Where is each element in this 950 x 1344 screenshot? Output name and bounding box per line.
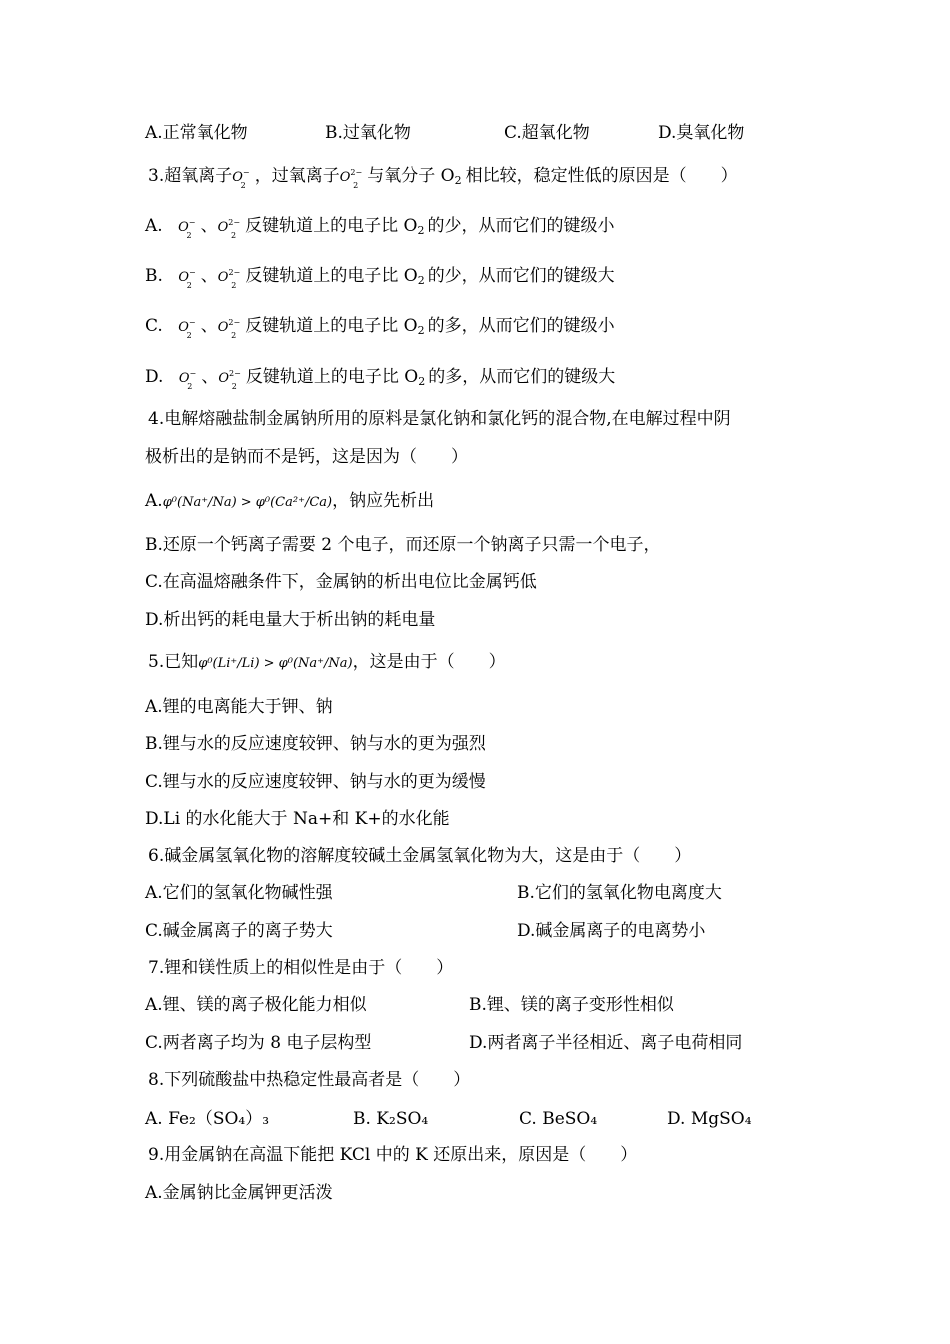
q7-option-b: B.锂、镁的离子变形性相似	[469, 995, 674, 1015]
option-letter: A.	[145, 216, 163, 236]
q3-o2-text: 与氧分子 O	[367, 166, 455, 186]
option-text: 反键轨道上的电子比 O	[245, 216, 418, 236]
q5-option-b: B.锂与水的反应速度较钾、钠与水的更为强烈	[145, 734, 486, 754]
peroxide-ion: $O^{2-}_2$	[217, 268, 241, 290]
q5-prefix: 5.已知	[148, 652, 199, 672]
q8-option-c: C. BeSO₄	[519, 1109, 598, 1129]
q8-option-d: D. MgSO₄	[667, 1109, 752, 1129]
option-letter: B.	[145, 266, 163, 286]
q3-option-c: C. $O^-_2$ 、$O^{2-}_2$ 反键轨道上的电子比 $O_2$ 的多，从而它们的键级小	[145, 316, 615, 340]
option-tail: 的多，从而它们的键级小	[427, 316, 615, 336]
option-text: 反键轨道上的电子比 O	[245, 266, 418, 286]
option-letter: C.	[145, 316, 163, 336]
q6-option-c: C.碱金属离子的离子势大	[145, 921, 333, 941]
superoxide-ion: $O^-_2$	[178, 369, 197, 391]
option-tail: 的多，从而它们的键级大	[428, 367, 616, 387]
q3-option-b: B. $O^-_2$ 、$O^{2-}_2$ 反键轨道上的电子比 $O_2$ 的少，从而它们的键级大	[145, 266, 615, 290]
q7-stem: 7.锂和镁性质上的相似性是由于（ ）	[148, 958, 454, 978]
q5-option-d: D.Li 的水化能大于 Na+和 K+的水化能	[145, 809, 450, 829]
q3-stem	[148, 165, 738, 190]
q4-stem-line1: 4.电解熔融盐制金属钠所用的原料是氯化钠和氯化钙的混合物,在电解过程中阴	[148, 409, 731, 429]
q6-option-d: D.碱金属离子的电离势小	[517, 921, 706, 941]
q3-mid: ，过氧离子	[254, 166, 340, 186]
option-tail: 的少，从而它们的键级小	[427, 216, 615, 236]
superoxide-ion: $O^-_2$	[178, 268, 196, 290]
q2-option-d: D.臭氧化物	[658, 123, 745, 143]
q4-potential-equation: φ⁰(Na⁺/Na) > φ⁰(Ca²⁺/Ca)	[162, 495, 333, 510]
q5-option-a: A.锂的电离能大于钾、钠	[145, 697, 333, 717]
option-letter: D.	[145, 367, 164, 387]
superoxide-ion: $O^-_2$	[178, 218, 196, 240]
q4-option-b: B.还原一个钙离子需要 2 个电子，而还原一个钠离子只需一个电子，	[145, 535, 661, 555]
q3-o2-sub: 2	[454, 174, 462, 187]
option-text: 反键轨道上的电子比 O	[245, 367, 419, 387]
q7-option-a: A.锂、镁的离子极化能力相似	[145, 995, 367, 1015]
q7-option-d: D.两者离子半径相近、离子电荷相同	[469, 1033, 743, 1053]
peroxide-ion: $O^{2-}_2$	[218, 369, 241, 391]
q6-option-a: A.它们的氢氧化物碱性强	[145, 883, 333, 903]
q6-option-b: B.它们的氢氧化物电离度大	[517, 883, 722, 903]
q8-option-a: A. Fe₂（SO₄）₃	[145, 1109, 270, 1129]
superoxide-ion: $O^-_2$	[178, 318, 196, 340]
q8-option-b: B. K₂SO₄	[353, 1109, 429, 1129]
q5-option-c: C.锂与水的反应速度较钾、钠与水的更为缓慢	[145, 772, 486, 792]
q8-stem: 8.下列硫酸盐中热稳定性最高者是（ ）	[148, 1070, 471, 1090]
option-letter: A.	[145, 491, 163, 511]
q7-option-c: C.两者离子均为 8 电子层构型	[145, 1033, 372, 1053]
q3-prefix: 3.超氧离子	[148, 166, 233, 186]
peroxide-ion: $O^{2-}_2$	[217, 218, 241, 240]
superoxide-ion: $O^-_2$	[232, 168, 250, 190]
q3-option-d: D. $O^-_2$ 、$O^{2-}_2$ 反键轨道上的电子比 $O_2$ 的多，从而它们的键级大	[145, 367, 616, 391]
option-text: ，钠应先析出	[332, 491, 435, 511]
q5-potential-equation: φ⁰(Li⁺/Li) > φ⁰(Na⁺/Na)	[198, 656, 353, 671]
q3-option-a: A. $O^-_2$ 、$O^{2-}_2$ 反键轨道上的电子比 $O_2$ 的少，从而它们的键级小	[145, 216, 615, 240]
q4-option-c: C.在高温熔融条件下，金属钠的析出电位比金属钙低	[145, 572, 537, 592]
option-tail: 的少，从而它们的键级大	[427, 266, 615, 286]
q2-option-c: C.超氧化物	[504, 123, 590, 143]
q6-stem: 6.碱金属氢氧化物的溶解度较碱土金属氢氧化物为大，这是由于（ ）	[148, 846, 692, 866]
q4-stem-line2: 极析出的是钠而不是钙，这是因为（ ）	[145, 447, 468, 467]
q5-stem	[148, 651, 506, 675]
q3-suffix: 相比较，稳定性低的原因是（ ）	[465, 166, 738, 186]
q4-option-d: D.析出钙的耗电量大于析出钠的耗电量	[145, 610, 436, 630]
q2-option-a: A.正常氧化物	[145, 123, 248, 143]
q4-option-a	[145, 490, 434, 514]
peroxide-ion: $O^{2-}_2$	[217, 318, 241, 340]
q9-stem: 9.用金属钠在高温下能把 KCl 中的 K 还原出来，原因是（ ）	[148, 1145, 638, 1165]
q5-suffix: ，这是由于（ ）	[352, 652, 506, 672]
q9-option-a: A.金属钠比金属钾更活泼	[145, 1183, 333, 1203]
peroxide-ion: $O^{2-}_2$	[339, 168, 363, 190]
option-text: 反键轨道上的电子比 O	[245, 316, 418, 336]
q2-option-b: B.过氧化物	[325, 123, 411, 143]
